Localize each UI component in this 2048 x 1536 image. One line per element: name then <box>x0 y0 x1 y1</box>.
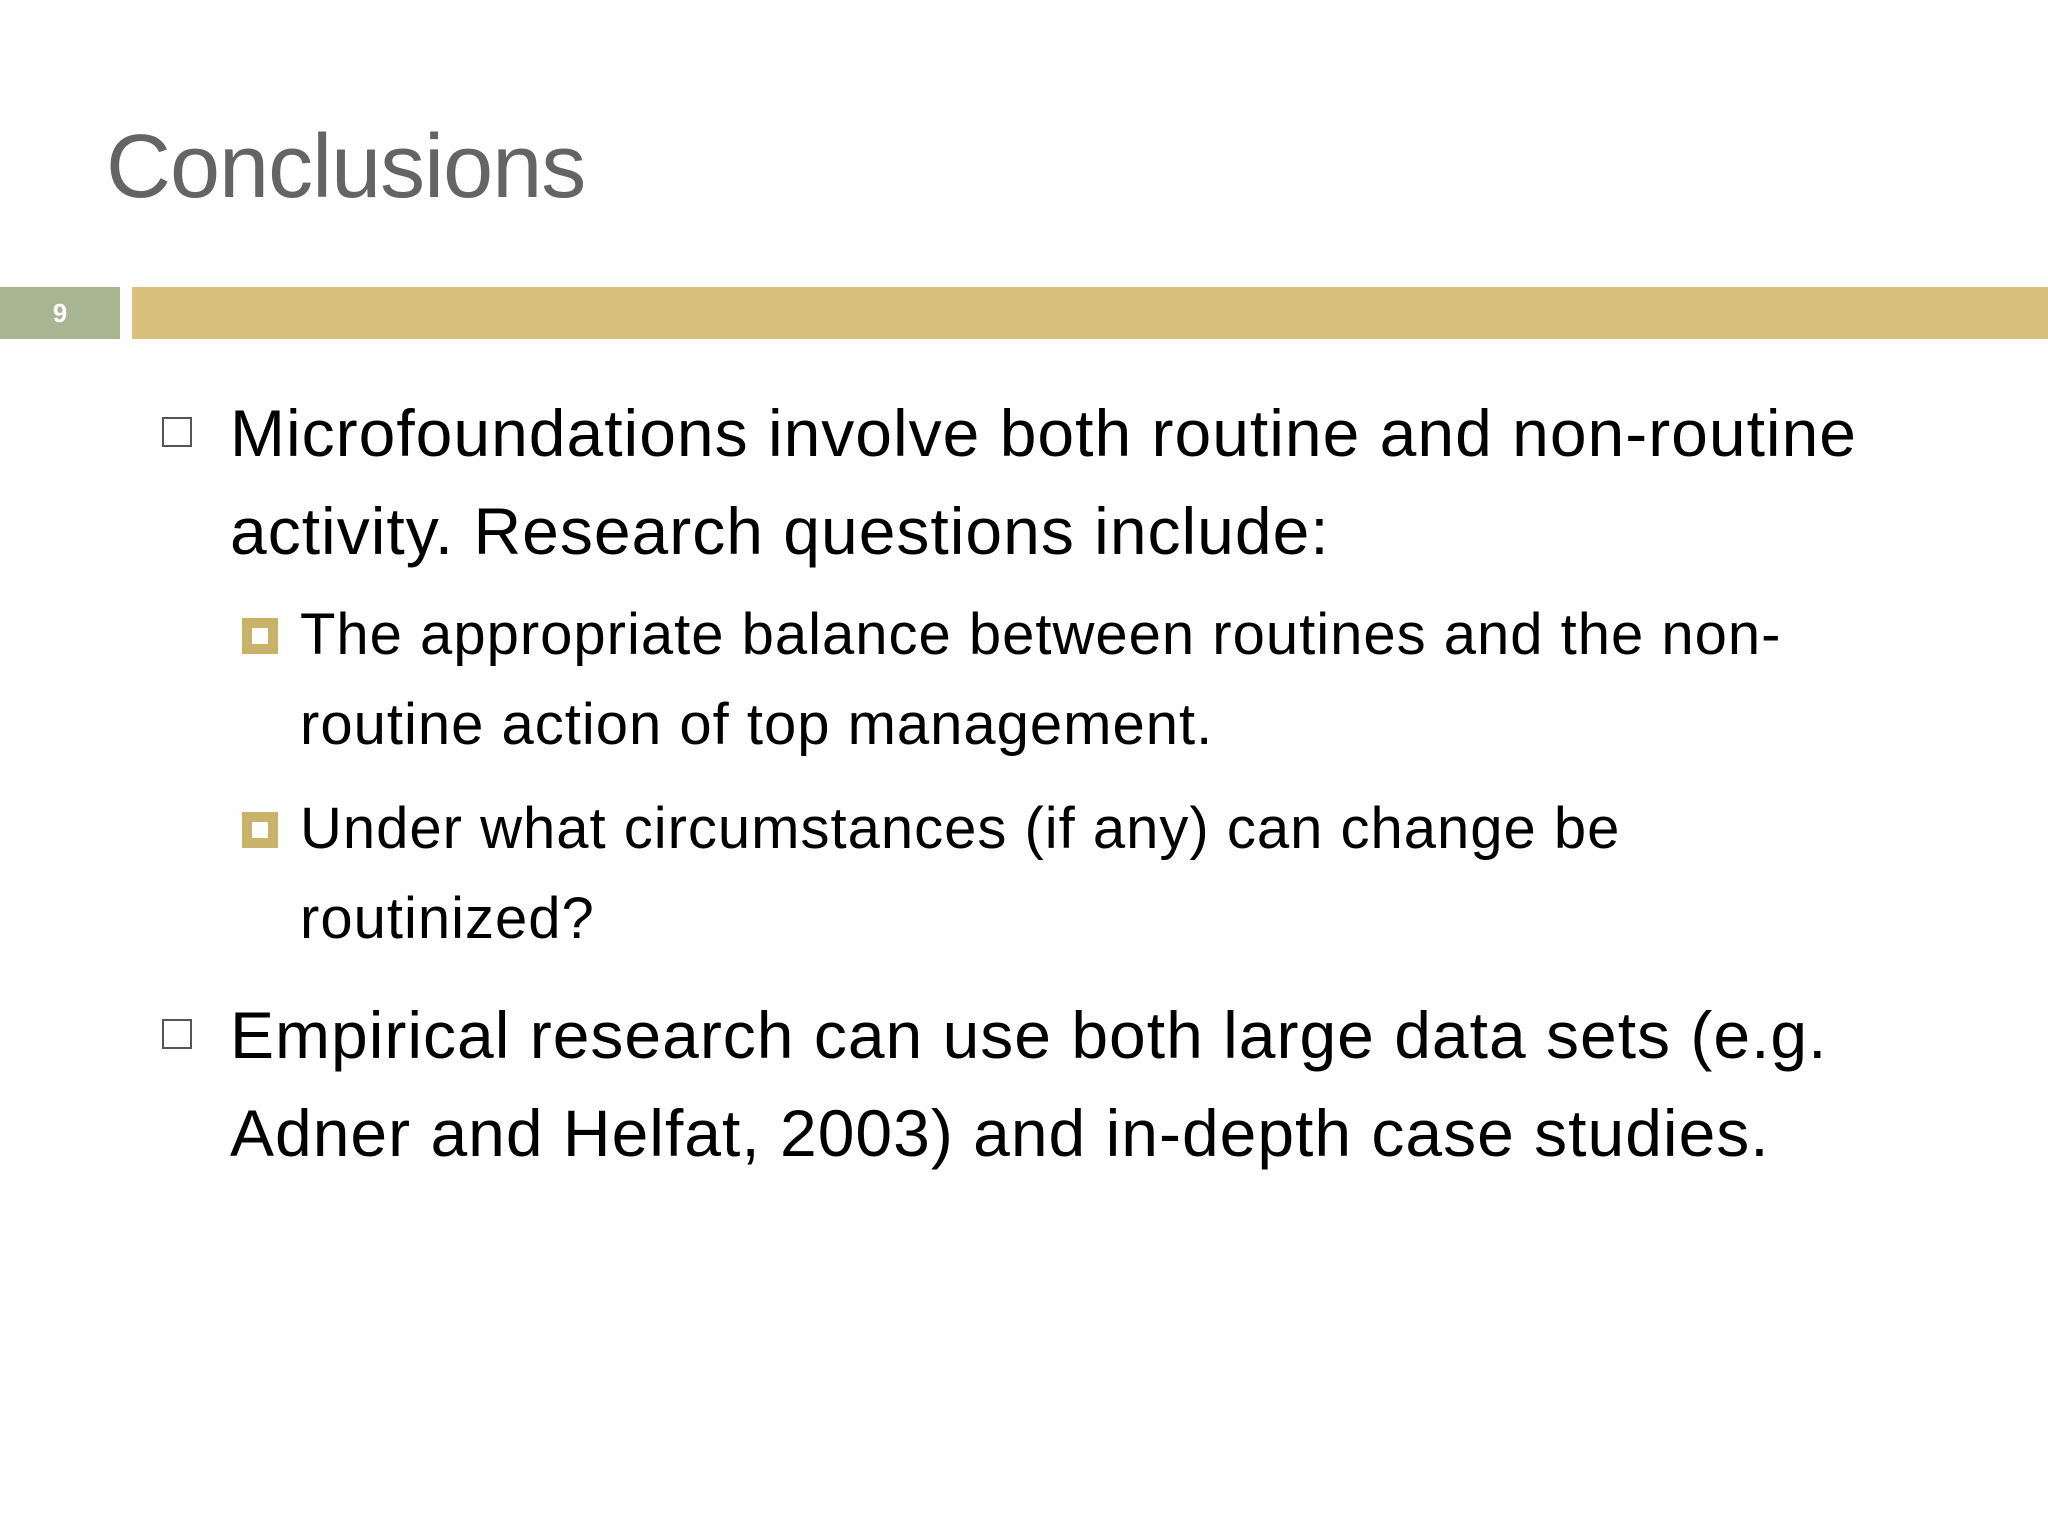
bullet-text: Empirical research can use both large data sets (e.g. Adner and Helfat, 2003) and in-depth case studies. <box>230 998 1828 1170</box>
slide-title: Conclusions <box>106 117 586 217</box>
hollow-square-icon <box>162 1019 192 1049</box>
framed-square-icon <box>242 618 278 654</box>
slide-number: 9 <box>0 287 120 339</box>
bullet-text: Microfoundations involve both routine and non-routine activity. Research questions include: <box>230 396 1858 568</box>
hollow-square-icon <box>162 417 192 447</box>
sub-bullet-text: Under what circumstances (if any) can change be routinized? <box>300 796 1621 951</box>
sub-bullet-text: The appropriate balance between routines and the non-routine action of top management. <box>300 602 1782 757</box>
title-accent-bar <box>132 287 2048 339</box>
framed-square-icon <box>242 812 278 848</box>
